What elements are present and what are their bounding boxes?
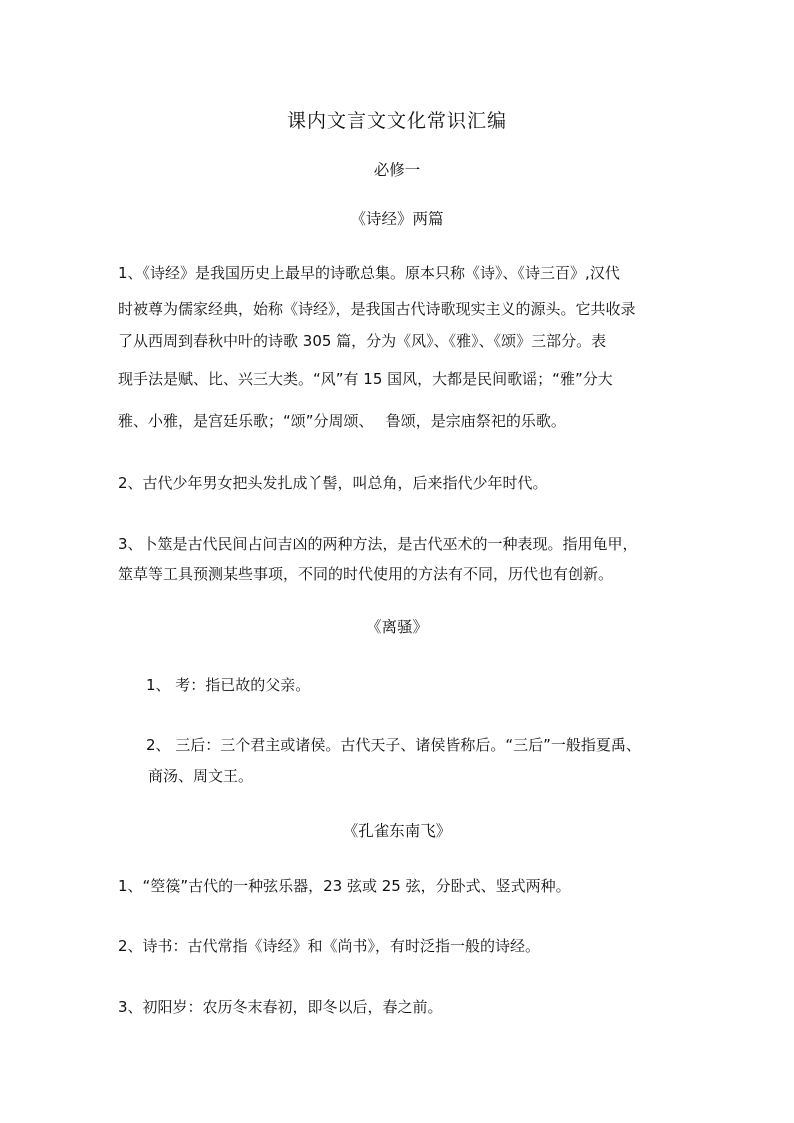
text-line: 1、“箜篌”古代的一种弦乐器，23 弦或 25 弦，分卧式、竖式两种。 [118,877,571,895]
document-title: 课内文言文文化常识汇编 [286,110,507,132]
section-heading: 必修一 [373,161,421,179]
kongque-heading: 《孔雀东南飞》 [342,822,452,840]
text-line: 商汤、周文王。 [148,767,254,785]
text-line: 3、卜筮是古代民间占问吉凶的两种方法，是古代巫术的一种表现。指用龟甲， [118,535,638,553]
text-line: 1、 考：指已故的父亲。 [146,676,311,694]
text-line: 2、诗书：古代常指《诗经》和《尚书》，有时泛指一般的诗经。 [118,937,541,955]
text-line: 雅、小雅，是宫廷乐歌；“颂”分周颂、 鲁颂，是宗庙祭祀的乐歌。 [118,412,566,430]
text-line: 现手法是赋、比、兴三大类。“风”有 15 国风，大都是民间歌谣；“雅”分大 [118,370,613,388]
text-line: 1、《诗经》是我国历史上最早的诗歌总集。原本只称《诗》、《诗三百》,汉代 [118,264,620,282]
text-line: 3、初阳岁：农历冬末春初，即冬以后，春之前。 [118,998,443,1016]
text-line: 2、古代少年男女把头发扎成丫髻，叫总角，后来指代少年时代。 [118,474,548,492]
text-line: 筮草等工具预测某些事项，不同的时代使用的方法有不同，历代也有创新。 [118,565,614,583]
text-line: 了从西周到春秋中叶的诗歌 305 篇，分为《风》、《雅》、《颂》三部分。表 [118,332,607,350]
lisao-heading: 《离骚》 [365,618,428,636]
shijing-heading: 《诗经》两篇 [350,210,444,228]
text-line: 时被尊为儒家经典，始称《诗经》，是我国古代诗歌现实主义的源头。它共收录 [118,300,636,318]
text-line: 2、 三后：三个君主或诸侯。古代天子、诸侯皆称后。“三后”一般指夏禹、 [146,736,641,754]
